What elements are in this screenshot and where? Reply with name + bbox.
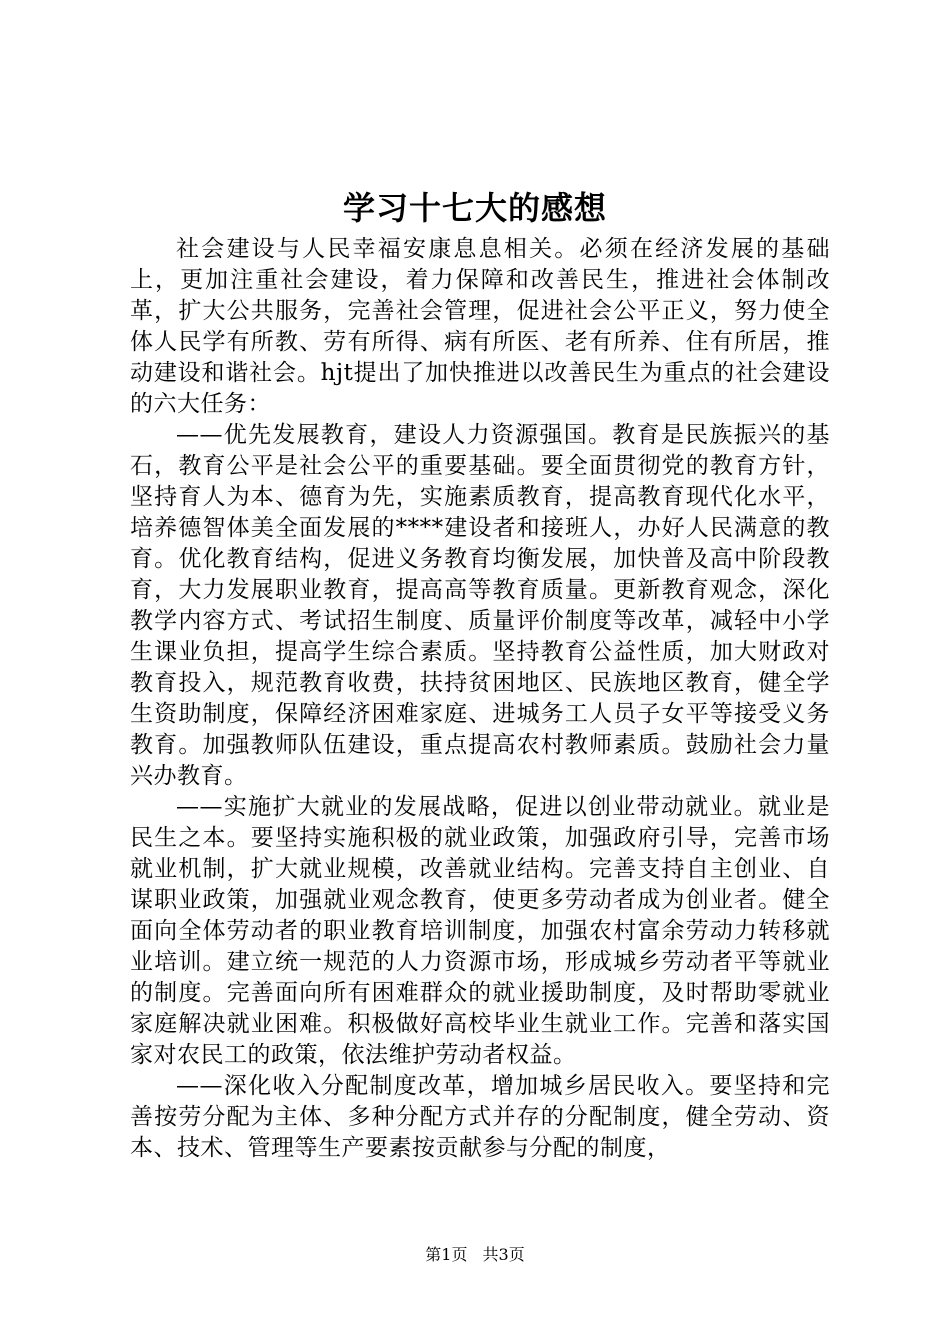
- page-footer: [0, 1243, 950, 1267]
- paragraph-income: ——深化收入分配制度改革，增加城乡居民收入。要坚持和完善按劳分配为主体、多种分配方式并存的分配制度，健全劳动、资本、技术、管理等生产要素按贡献参与分配的制度，: [130, 1073, 830, 1161]
- page-number-current: 第1页: [425, 1245, 468, 1264]
- paragraph-intro: 社会建设与人民幸福安康息息相关。必须在经济发展的基础上，更加注重社会建设，着力保障和改善民生，推进社会体制改革，扩大公共服务，完善社会管理，促进社会公平正义，努力使全体人民学有所教、劳有所得、病有所医、老有所养、住有所居，推动建设和谐社会。hjt提出了加快推进以改善民生为重点的社会建设的六大任务：: [130, 236, 830, 417]
- paragraph-employment: ——实施扩大就业的发展战略，促进以创业带动就业。就业是民生之本。要坚持实施积极的就业政策，加强政府引导，完善市场就业机制，扩大就业规模，改善就业结构。完善支持自主创业、自谋职业政策，加强就业观念教育，使更多劳动者成为创业者。健全面向全体劳动者的职业教育培训制度，加强农村富余劳动力转移就业培训。建立统一规范的人力资源市场，形成城乡劳动者平等就业的制度。完善面向所有困难群众的就业援助制度，及时帮助零就业家庭解决就业困难。积极做好高校毕业生就业工作。完善和落实国家对农民工的政策，依法维护劳动者权益。: [130, 794, 830, 1068]
- document-body: [130, 234, 830, 1164]
- paragraph-education: ——优先发展教育，建设人力资源强国。教育是民族振兴的基石，教育公平是社会公平的重要基础。要全面贯彻党的教育方针，坚持育人为本、德育为先，实施素质教育，提高教育现代化水平，培养德智体美全面发展的****建设者和接班人，办好人民满意的教育。优化教育结构，促进义务教育均衡发展，加快普及高中阶段教育，大力发展职业教育，提高高等教育质量。更新教育观念，深化教学内容方式、考试招生制度、质量评价制度等改革，减轻中小学生课业负担，提高学生综合素质。坚持教育公益性质，加大财政对教育投入，规范教育收费，扶持贫困地区、民族地区教育，健全学生资助制度，保障经济困难家庭、进城务工人员子女平等接受义务教育。加强教师队伍建设，重点提高农村教师素质。鼓励社会力量兴办教育。: [130, 422, 830, 789]
- document-title: 学习十七大的感想: [342, 189, 607, 227]
- page-number-total: 共3页: [482, 1245, 525, 1264]
